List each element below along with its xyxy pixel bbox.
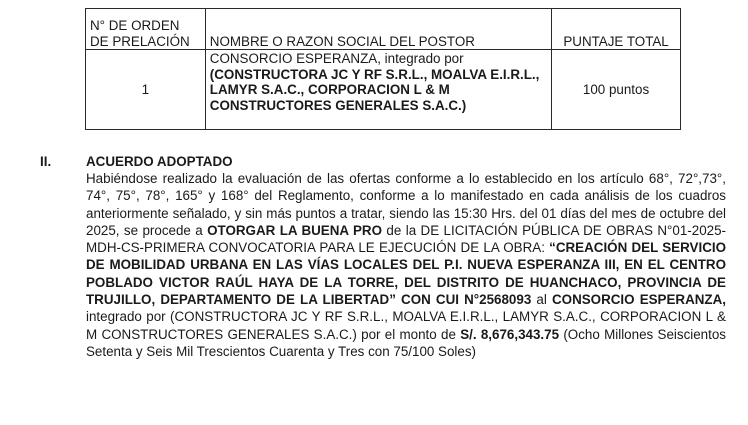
award-amount: S/. 8,676,343.75 — [460, 326, 560, 342]
cell-order: 1 — [86, 50, 206, 130]
winner-name: CONSORCIO ESPERANZA, — [551, 292, 727, 308]
section-body — [86, 170, 726, 360]
section-agreement — [40, 153, 730, 360]
header-order-line2: DE PRELACIÓN — [90, 33, 190, 49]
header-order — [86, 9, 206, 50]
section-number: II. — [40, 154, 52, 169]
section-heading — [40, 153, 730, 170]
section-title: ACUERDO ADOPTADO — [86, 154, 233, 169]
header-score: PUNTAJE TOTAL — [552, 9, 681, 50]
body-text-1: Habiéndose realizado la evaluación de las ofertas conforme a lo establecido en los artículo 68°, 72°,73°, 74°, 75°, 78°, 165° y 168° del Reglamento, conforme a lo manifestado en cada análisis de los cuadros anteriormente señalado, y sin más puntos a tratar, siendo las 15:30 Hrs. del 01 días del mes de octubre del 2025, se procede a — [86, 171, 726, 238]
body-text-3: al — [531, 292, 552, 308]
table-row — [86, 50, 681, 130]
table-header-row — [86, 9, 681, 50]
body-text-5: (Ocho Millones Seiscientos Setenta y Seis Mil Trescientos Cuarenta y Tres con 75/100 Soles) — [86, 326, 726, 359]
cell-name — [205, 50, 551, 130]
cell-score: 100 puntos — [552, 50, 681, 130]
body-text-4: integrado por (CONSTRUCTORA JC Y RF S.R.L., MOALVA E.I.R.L., LAMYR S.A.C., CORPORACION L & M CONSTRUCTORES GENERALES S.A.C.) por el monto de — [86, 309, 726, 342]
project-name: “CREACIÓN DEL SERVICIO DE MOBILIDAD URBANA EN LAS VÍAS LOCALES DEL P.I. NUEVA ESPERANZA III, EN EL CENTRO POBLADO VICTOR RAÚL HAYA DE LA TORRE, DEL DISTRITO DE HUANCHACO, PROVINCIA DE TRUJILLO, DEPARTAMENTO DE LA LIBERTAD” CON CUI N°2568093 — [86, 240, 726, 308]
cell-name-intro: CONSORCIO ESPERANZA, integrado por — [209, 51, 464, 66]
header-name: NOMBRE O RAZON SOCIAL DEL POSTOR — [205, 9, 551, 50]
header-order-line1: N° DE ORDEN — [90, 18, 180, 33]
cell-name-members: (CONSTRUCTORA JC Y RF S.R.L., MOALVA E.I.R.L., LAMYR S.A.C., CORPORACION L & M CONSTRUCTORES GENERALES S.A.C.) — [209, 66, 540, 113]
ranking-table — [85, 8, 681, 130]
body-text-2: de la DE LICITACIÓN PÚBLICA DE OBRAS N°01-2025-MDH-CS-PRIMERA CONVOCATORIA PARA LE EJECUCIÓN DE LA OBRA: — [86, 222, 726, 256]
award-phrase: OTORGAR LA BUENA PRO — [207, 222, 383, 238]
